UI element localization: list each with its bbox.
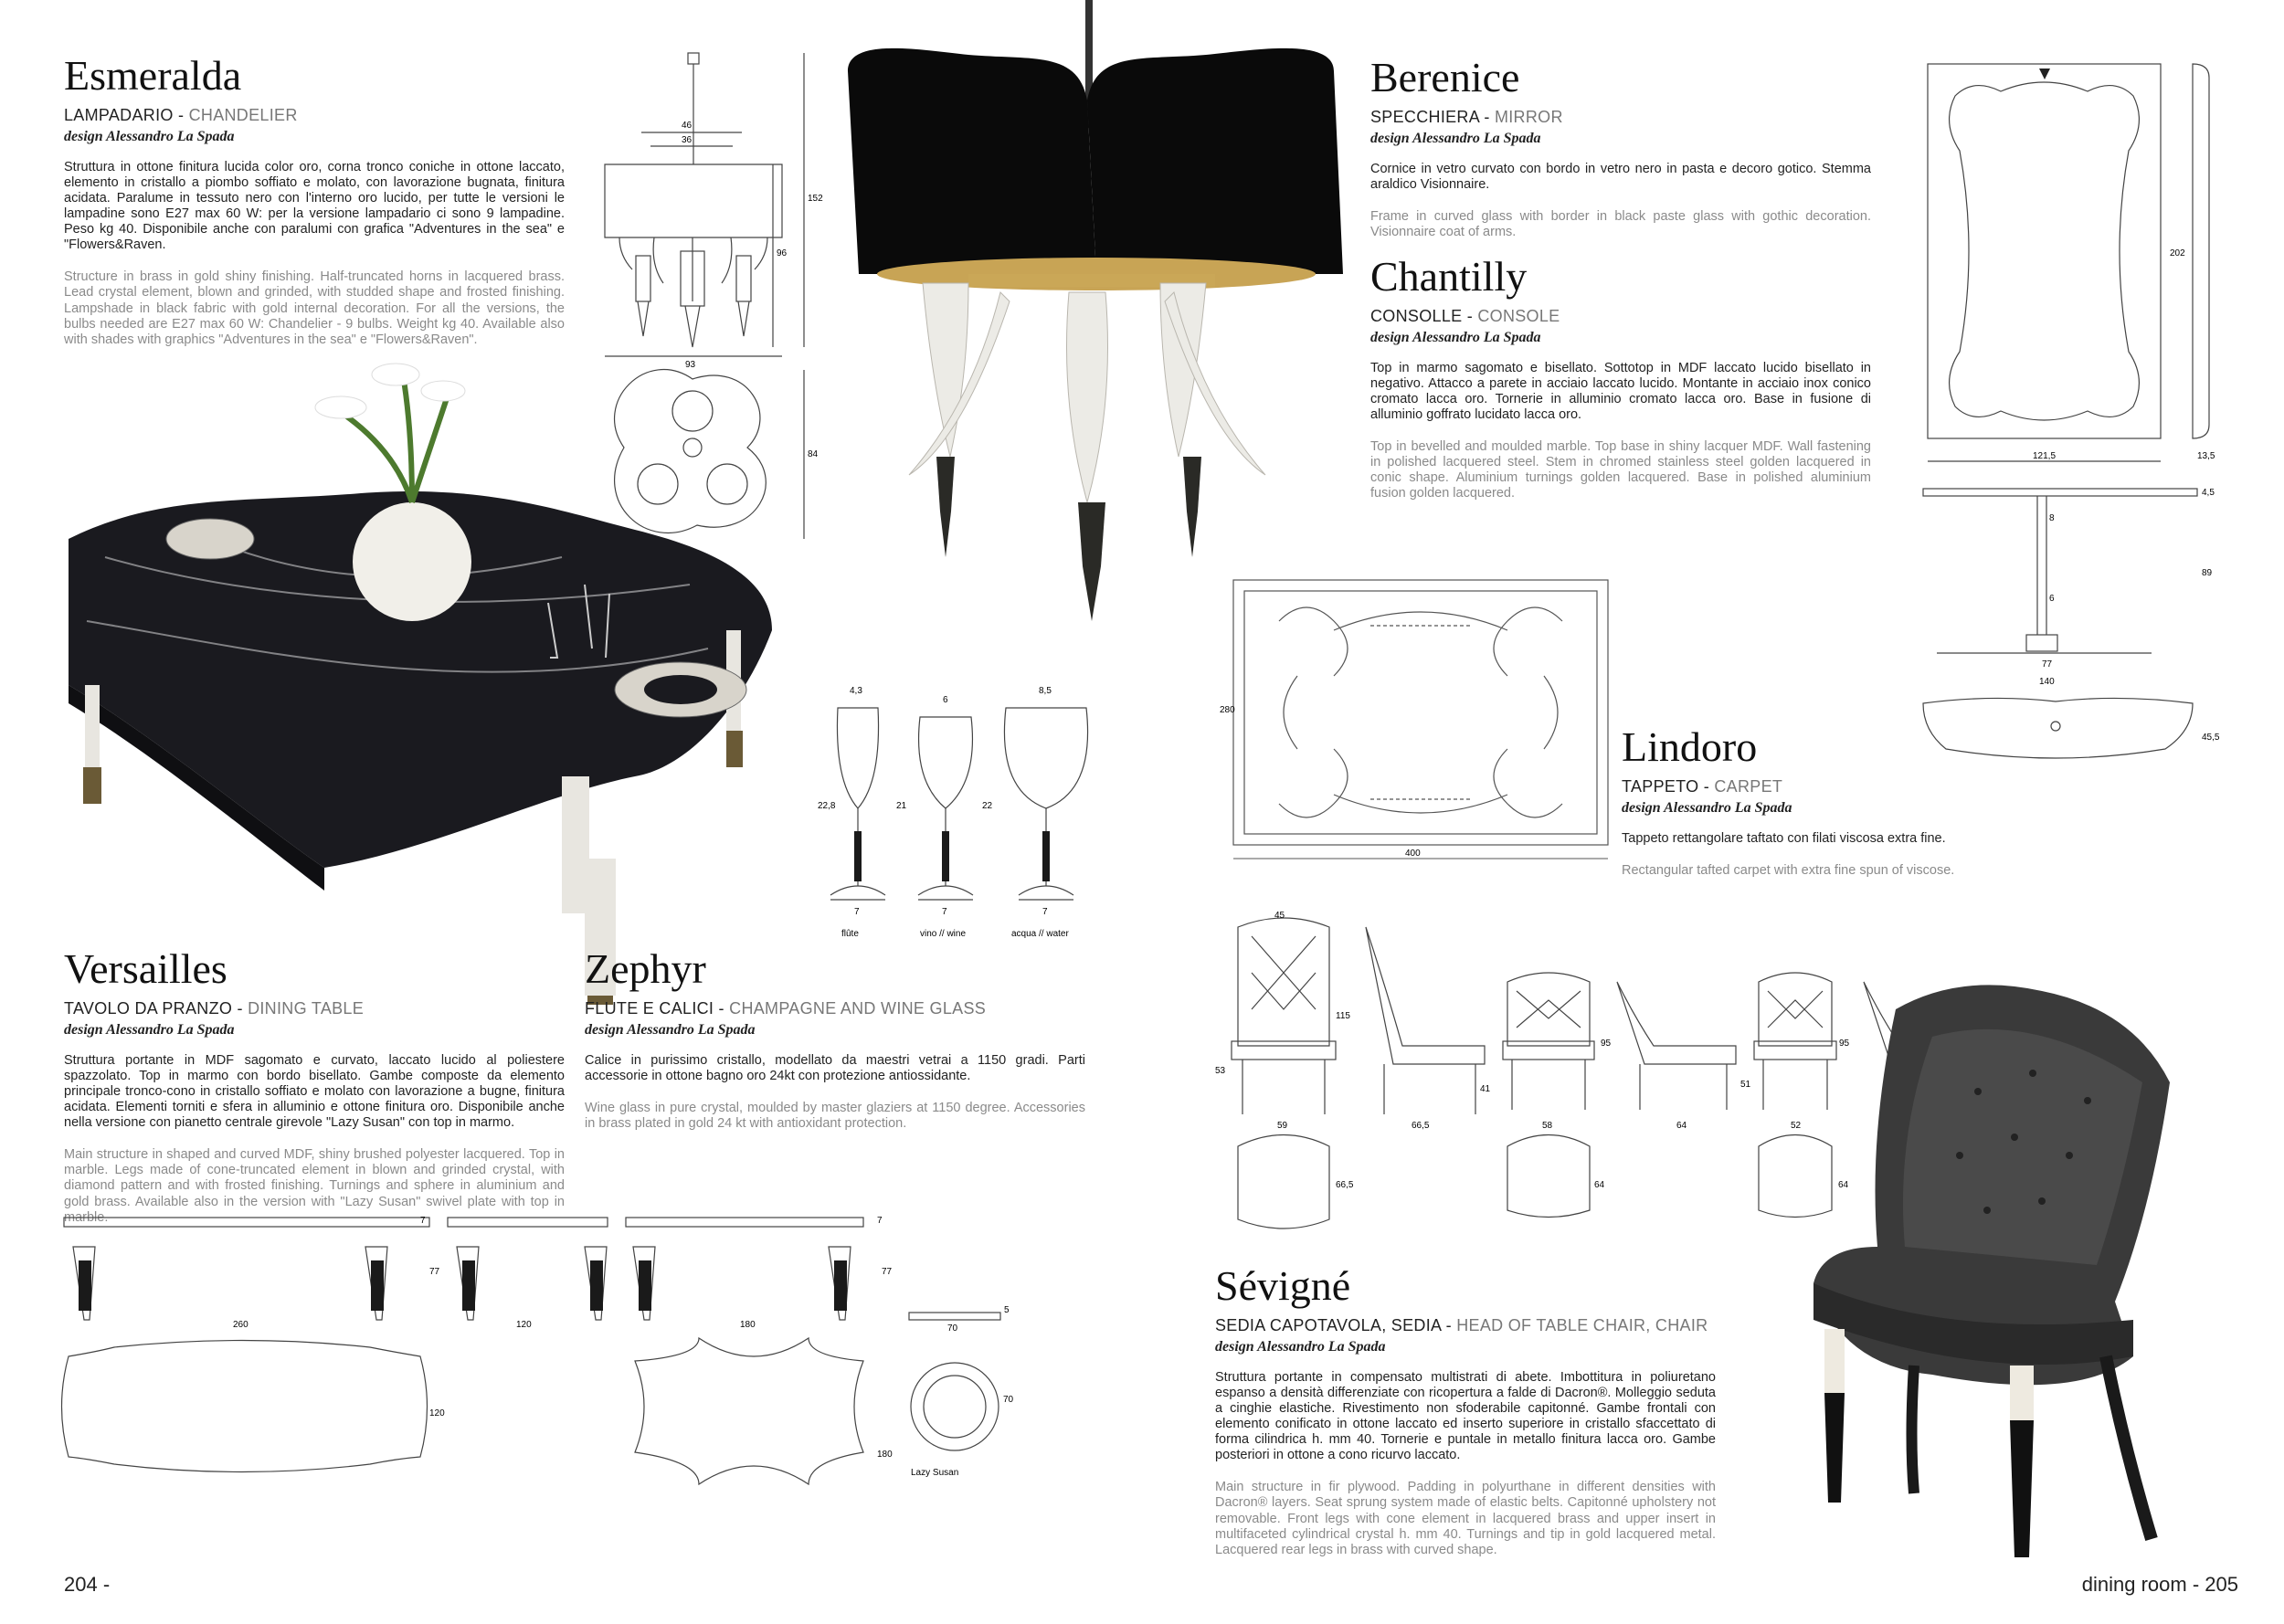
- esmeralda-dim-96: 96: [777, 248, 788, 258]
- chantilly-type-it: CONSOLLE: [1370, 307, 1463, 325]
- chantilly-title: Chantilly: [1370, 253, 1528, 300]
- esmeralda-dim-84: 84: [808, 449, 819, 459]
- zephyr-dim-8-5: 8,5: [1039, 686, 1052, 696]
- versailles-dim-180-b: 180: [877, 1450, 893, 1460]
- versailles-text-it: Struttura portante in MDF sagomato e curvato, laccato lucido al poliestere spazzolato. Top in marmo con bordo bisellato. Gambe composte da elemento principale tronco-cono in cristallo soffiato e molato con lavorazione a bugne, finitura acidata. Elementi torniti e sfera in alluminio e ottone finitura oro. Disponibile anche nella versione con pianetto centrale girevole "Lazy Susan" con top in marmo.: [64, 1052, 565, 1131]
- chantilly-dim-140: 140: [2039, 677, 2055, 687]
- sevigne-dim-51-a: 51: [1740, 1080, 1751, 1090]
- chantilly-dim-8: 8: [2049, 513, 2055, 523]
- lindoro-designer: design Alessandro La Spada: [1622, 799, 1792, 816]
- chantilly-text-it: Top in marmo sagomato e bisellato. Sottotop in MDF laccato lucido bisellato in negativo. Attacco a parete in acciaio laccato lucido. Montante in acciaio inox conico cromato lacca oro. Tornerie in alluminio cromato lacca oro. Base in fusione di alluminio goffrato lucidato lacca oro.: [1370, 360, 1871, 423]
- zephyr-dim-22-8: 22,8: [818, 801, 836, 811]
- versailles-dim-7-b: 7: [877, 1216, 883, 1226]
- lindoro-title: Lindoro: [1622, 723, 1758, 770]
- esmeralda-dim-152: 152: [808, 194, 823, 204]
- sevigne-type-en: HEAD OF TABLE CHAIR, CHAIR: [1456, 1316, 1708, 1334]
- esmeralda-dim-46: 46: [682, 121, 693, 131]
- versailles-dim-180-a: 180: [740, 1320, 756, 1330]
- folio-right: dining room - 205: [2081, 1573, 2238, 1596]
- berenice-text-en: Frame in curved glass with border in black paste glass with gothic decoration. Visionnaire coat of arms.: [1370, 208, 1871, 240]
- lindoro-text-it: Tappeto rettangolare taftato con filati viscosa extra fine.: [1622, 830, 1946, 846]
- chantilly-dim-45-5: 45,5: [2202, 733, 2220, 743]
- chantilly-dim-6: 6: [2049, 594, 2055, 604]
- sevigne-title: Sévigné: [1215, 1262, 1351, 1309]
- esmeralda-title: Esmeralda: [64, 52, 242, 99]
- berenice-title: Berenice: [1370, 54, 1520, 100]
- zephyr-block: [585, 945, 1085, 1132]
- lindoro-type-it: TAPPETO: [1622, 777, 1699, 796]
- esmeralda-type: LAMPADARIO - CHANDELIER: [64, 106, 298, 124]
- sevigne-dim-64-d: 64: [1838, 1180, 1849, 1190]
- sevigne-designer: design Alessandro La Spada: [1215, 1338, 1386, 1355]
- chantilly-designer: design Alessandro La Spada: [1370, 329, 1541, 345]
- lindoro-dim-400: 400: [1405, 849, 1421, 859]
- zephyr-dim-7-b: 7: [942, 907, 947, 917]
- versailles-dim-5: 5: [1004, 1305, 1010, 1315]
- versailles-designer: design Alessandro La Spada: [64, 1021, 235, 1038]
- sevigne-dim-58: 58: [1542, 1121, 1553, 1131]
- sevigne-dim-66-5-b: 66,5: [1336, 1180, 1354, 1190]
- berenice-type-en: MIRROR: [1494, 108, 1563, 126]
- berenice-mirror-drawing: [1919, 59, 2247, 470]
- zephyr-label-water: acqua // water: [1011, 929, 1069, 939]
- berenice-dim-202: 202: [2170, 248, 2185, 258]
- versailles-dim-120-a: 120: [516, 1320, 532, 1330]
- zephyr-type-en: CHAMPAGNE AND WINE GLASS: [729, 999, 987, 1018]
- berenice-text-it: Cornice in vetro curvato con bordo in vetro nero in pasta e decoro gotico. Stemma araldico Visionnaire.: [1370, 161, 1871, 192]
- berenice-dim-13-5: 13,5: [2197, 451, 2215, 461]
- zephyr-glasses-drawing: [818, 680, 1092, 950]
- lindoro-type: TAPPETO - CARPET: [1622, 777, 1783, 796]
- esmeralda-type-it: LAMPADARIO: [64, 106, 174, 124]
- chantilly-text-en: Top in bevelled and moulded marble. Top base in shiny lacquer MDF. Wall fastening in polished lacquered steel. Stem in chromed stainless steel golden lacquered in conic shape. Aluminium turnings golden lacquered. Base in polished aluminium fusion golden lacquered.: [1370, 439, 1871, 501]
- berenice-designer: design Alessandro La Spada: [1370, 130, 1541, 146]
- sevigne-dim-52: 52: [1791, 1121, 1802, 1131]
- zephyr-dim-7-a: 7: [854, 907, 860, 917]
- zephyr-title: Zephyr: [585, 945, 706, 992]
- berenice-type-it: SPECCHIERA: [1370, 108, 1480, 126]
- sevigne-chair-photo: [1804, 973, 2197, 1576]
- sevigne-dim-45: 45: [1274, 911, 1285, 921]
- zephyr-dim-7-c: 7: [1042, 907, 1048, 917]
- versailles-title: Versailles: [64, 945, 227, 992]
- zephyr-type: FLUTE E CALICI - CHAMPAGNE AND WINE GLASS: [585, 999, 987, 1018]
- sevigne-dim-95-a: 95: [1601, 1039, 1612, 1049]
- versailles-type-it: TAVOLO DA PRANZO: [64, 999, 233, 1018]
- sevigne-type-it: SEDIA CAPOTAVOLA, SEDIA: [1215, 1316, 1442, 1334]
- esmeralda-designer: design Alessandro La Spada: [64, 128, 235, 144]
- sevigne-dim-41: 41: [1480, 1084, 1491, 1094]
- versailles-dim-77-b: 77: [882, 1267, 893, 1277]
- folio-left: 204 -: [64, 1573, 111, 1596]
- zephyr-dim-4-3: 4,3: [850, 686, 862, 696]
- chantilly-type: CONSOLLE - CONSOLE: [1370, 307, 1560, 325]
- berenice-block: [1370, 54, 1871, 240]
- sevigne-dim-64-c: 64: [1594, 1180, 1605, 1190]
- versailles-type-en: DINING TABLE: [248, 999, 365, 1018]
- versailles-dim-260: 260: [233, 1320, 248, 1330]
- versailles-dim-7-a: 7: [420, 1216, 426, 1226]
- zephyr-dim-6: 6: [943, 695, 948, 705]
- versailles-dim-70-a: 70: [947, 1323, 958, 1334]
- sevigne-dim-115: 115: [1336, 1011, 1350, 1021]
- versailles-text-en: Main structure in shaped and curved MDF, shiny brushed polyester lacquered. Top in marble. Legs made of cone-truncated element in blown and grinded crystal, with diamond pattern and with frosted finishing. Turnings and sphere in aluminium and gold brass. Available also in the version with "Lazy Susan" swivel plate with top in marble.: [64, 1147, 565, 1225]
- sevigne-dim-64-a: 64: [1676, 1121, 1687, 1131]
- zephyr-dim-21: 21: [896, 801, 907, 811]
- lindoro-text-en: Rectangular tafted carpet with extra fine spun of viscose.: [1622, 862, 1955, 878]
- chantilly-block: [1370, 253, 1871, 502]
- esmeralda-block: [64, 52, 565, 348]
- lindoro-type-en: CARPET: [1714, 777, 1783, 796]
- lindoro-dim-280: 280: [1220, 705, 1235, 715]
- versailles-type: TAVOLO DA PRANZO - DINING TABLE: [64, 999, 365, 1018]
- sevigne-dim-95-b: 95: [1839, 1039, 1850, 1049]
- zephyr-dim-22: 22: [982, 801, 993, 811]
- berenice-dim-121-5: 121,5: [2033, 451, 2057, 461]
- esmeralda-text-en: Structure in brass in gold shiny finishing. Half-truncated horns in lacquered brass. Lead crystal element, blown and grinded, with studded shape and frosted finishing. Lampshade in black fabric with gold internal decoration. For all the versions, the bulbs needed are E27 max 60 W: Chandelier - 9 bulbs. Weight kg 40. Available also with shades with graphics "Adventures in the sea" e "Flowers&Raven".: [64, 269, 565, 347]
- esmeralda-text-it: Struttura in ottone finitura lucida color oro, corna tronco coniche in ottone laccato, elemento in cristallo a piombo soffiato e molato, con lavorazione bugnata, finitura acidata. Paralume in tessuto nero con l'interno oro lucido, per tutte le versioni le lampadine sono E27 max 60 W: per la versione lampadario ci sono 9 lampadine. Peso kg 40. Disponibile anche con paralumi con grafica "Adventures in the sea" e "Flowers&Raven.: [64, 159, 565, 253]
- lindoro-block: [1622, 723, 2060, 879]
- versailles-table-photo: [50, 320, 781, 1014]
- sevigne-text-en: Main structure in fir plywood. Padding in polyurthane in different densities with Dacron® layers. Seat sprung system made of elastic belts. Capitonné upholstery not removable. Front legs with cone element in lacquered brass and upper insert in multifaceted cylindrical crystal h. mm 40. Turnings and tip in gold lacquered metal. Lacquered rear legs in brass with curved shape.: [1215, 1480, 1716, 1557]
- zephyr-text-it: Calice in purissimo cristallo, modellato da maestri vetrai a 1150 gradi. Parti accessorie in ottone bagno oro 24kt con protezione antiossidante.: [585, 1052, 1085, 1083]
- zephyr-type-it: FLUTE E CALICI: [585, 999, 714, 1018]
- chantilly-dim-4-5: 4,5: [2202, 488, 2215, 498]
- chantilly-type-en: CONSOLE: [1477, 307, 1560, 325]
- sevigne-text-it: Struttura portante in compensato multistrati di abete. Imbottitura in poliuretano espanso a densità differenziate con ricopertura a falde di Dacron®. Molleggio seduta a cinghie elastiche. Rivestimento non sfoderabile capitonné. Gambe frontali con elemento conificato in ottone laccato ed inserto superiore in cristallo sfaccettato di forma cilindrica h. mm 40. Tornerie e puntale in metallo finitura lacca oro. Gambe posteriori in ottone a cono ricurvo laccato.: [1215, 1369, 1716, 1463]
- versailles-lazy-susan-label: Lazy Susan: [911, 1468, 959, 1478]
- sevigne-dim-53: 53: [1215, 1066, 1226, 1076]
- chantilly-dim-77: 77: [2042, 659, 2053, 670]
- zephyr-label-flute: flûte: [841, 929, 859, 939]
- berenice-type: SPECCHIERA - MIRROR: [1370, 108, 1563, 126]
- versailles-block: [64, 945, 565, 1226]
- versailles-dim-70-b: 70: [1003, 1395, 1014, 1405]
- sevigne-dim-66-5: 66,5: [1412, 1121, 1430, 1131]
- zephyr-text-en: Wine glass in pure crystal, moulded by master glaziers at 1150 degree. Accessories in brass plated in gold 24 kt with antioxidant protection.: [585, 1100, 1085, 1132]
- zephyr-designer: design Alessandro La Spada: [585, 1021, 756, 1038]
- esmeralda-chandelier-photo: [822, 0, 1352, 621]
- zephyr-label-wine: vino // wine: [920, 929, 967, 939]
- esmeralda-dim-93: 93: [685, 360, 696, 370]
- chantilly-dim-89: 89: [2202, 568, 2213, 578]
- versailles-dim-77-a: 77: [429, 1267, 440, 1277]
- sevigne-type: SEDIA CAPOTAVOLA, SEDIA - HEAD OF TABLE CHAIR, CHAIR: [1215, 1316, 1708, 1334]
- versailles-dim-120-b: 120: [429, 1408, 445, 1418]
- sevigne-dim-59: 59: [1277, 1121, 1288, 1131]
- lindoro-carpet-drawing: [1215, 575, 1626, 868]
- versailles-technical-drawings: [59, 1210, 1014, 1576]
- esmeralda-dim-36: 36: [682, 135, 693, 145]
- sevigne-block: [1215, 1262, 1716, 1558]
- esmeralda-type-en: CHANDELIER: [188, 106, 298, 124]
